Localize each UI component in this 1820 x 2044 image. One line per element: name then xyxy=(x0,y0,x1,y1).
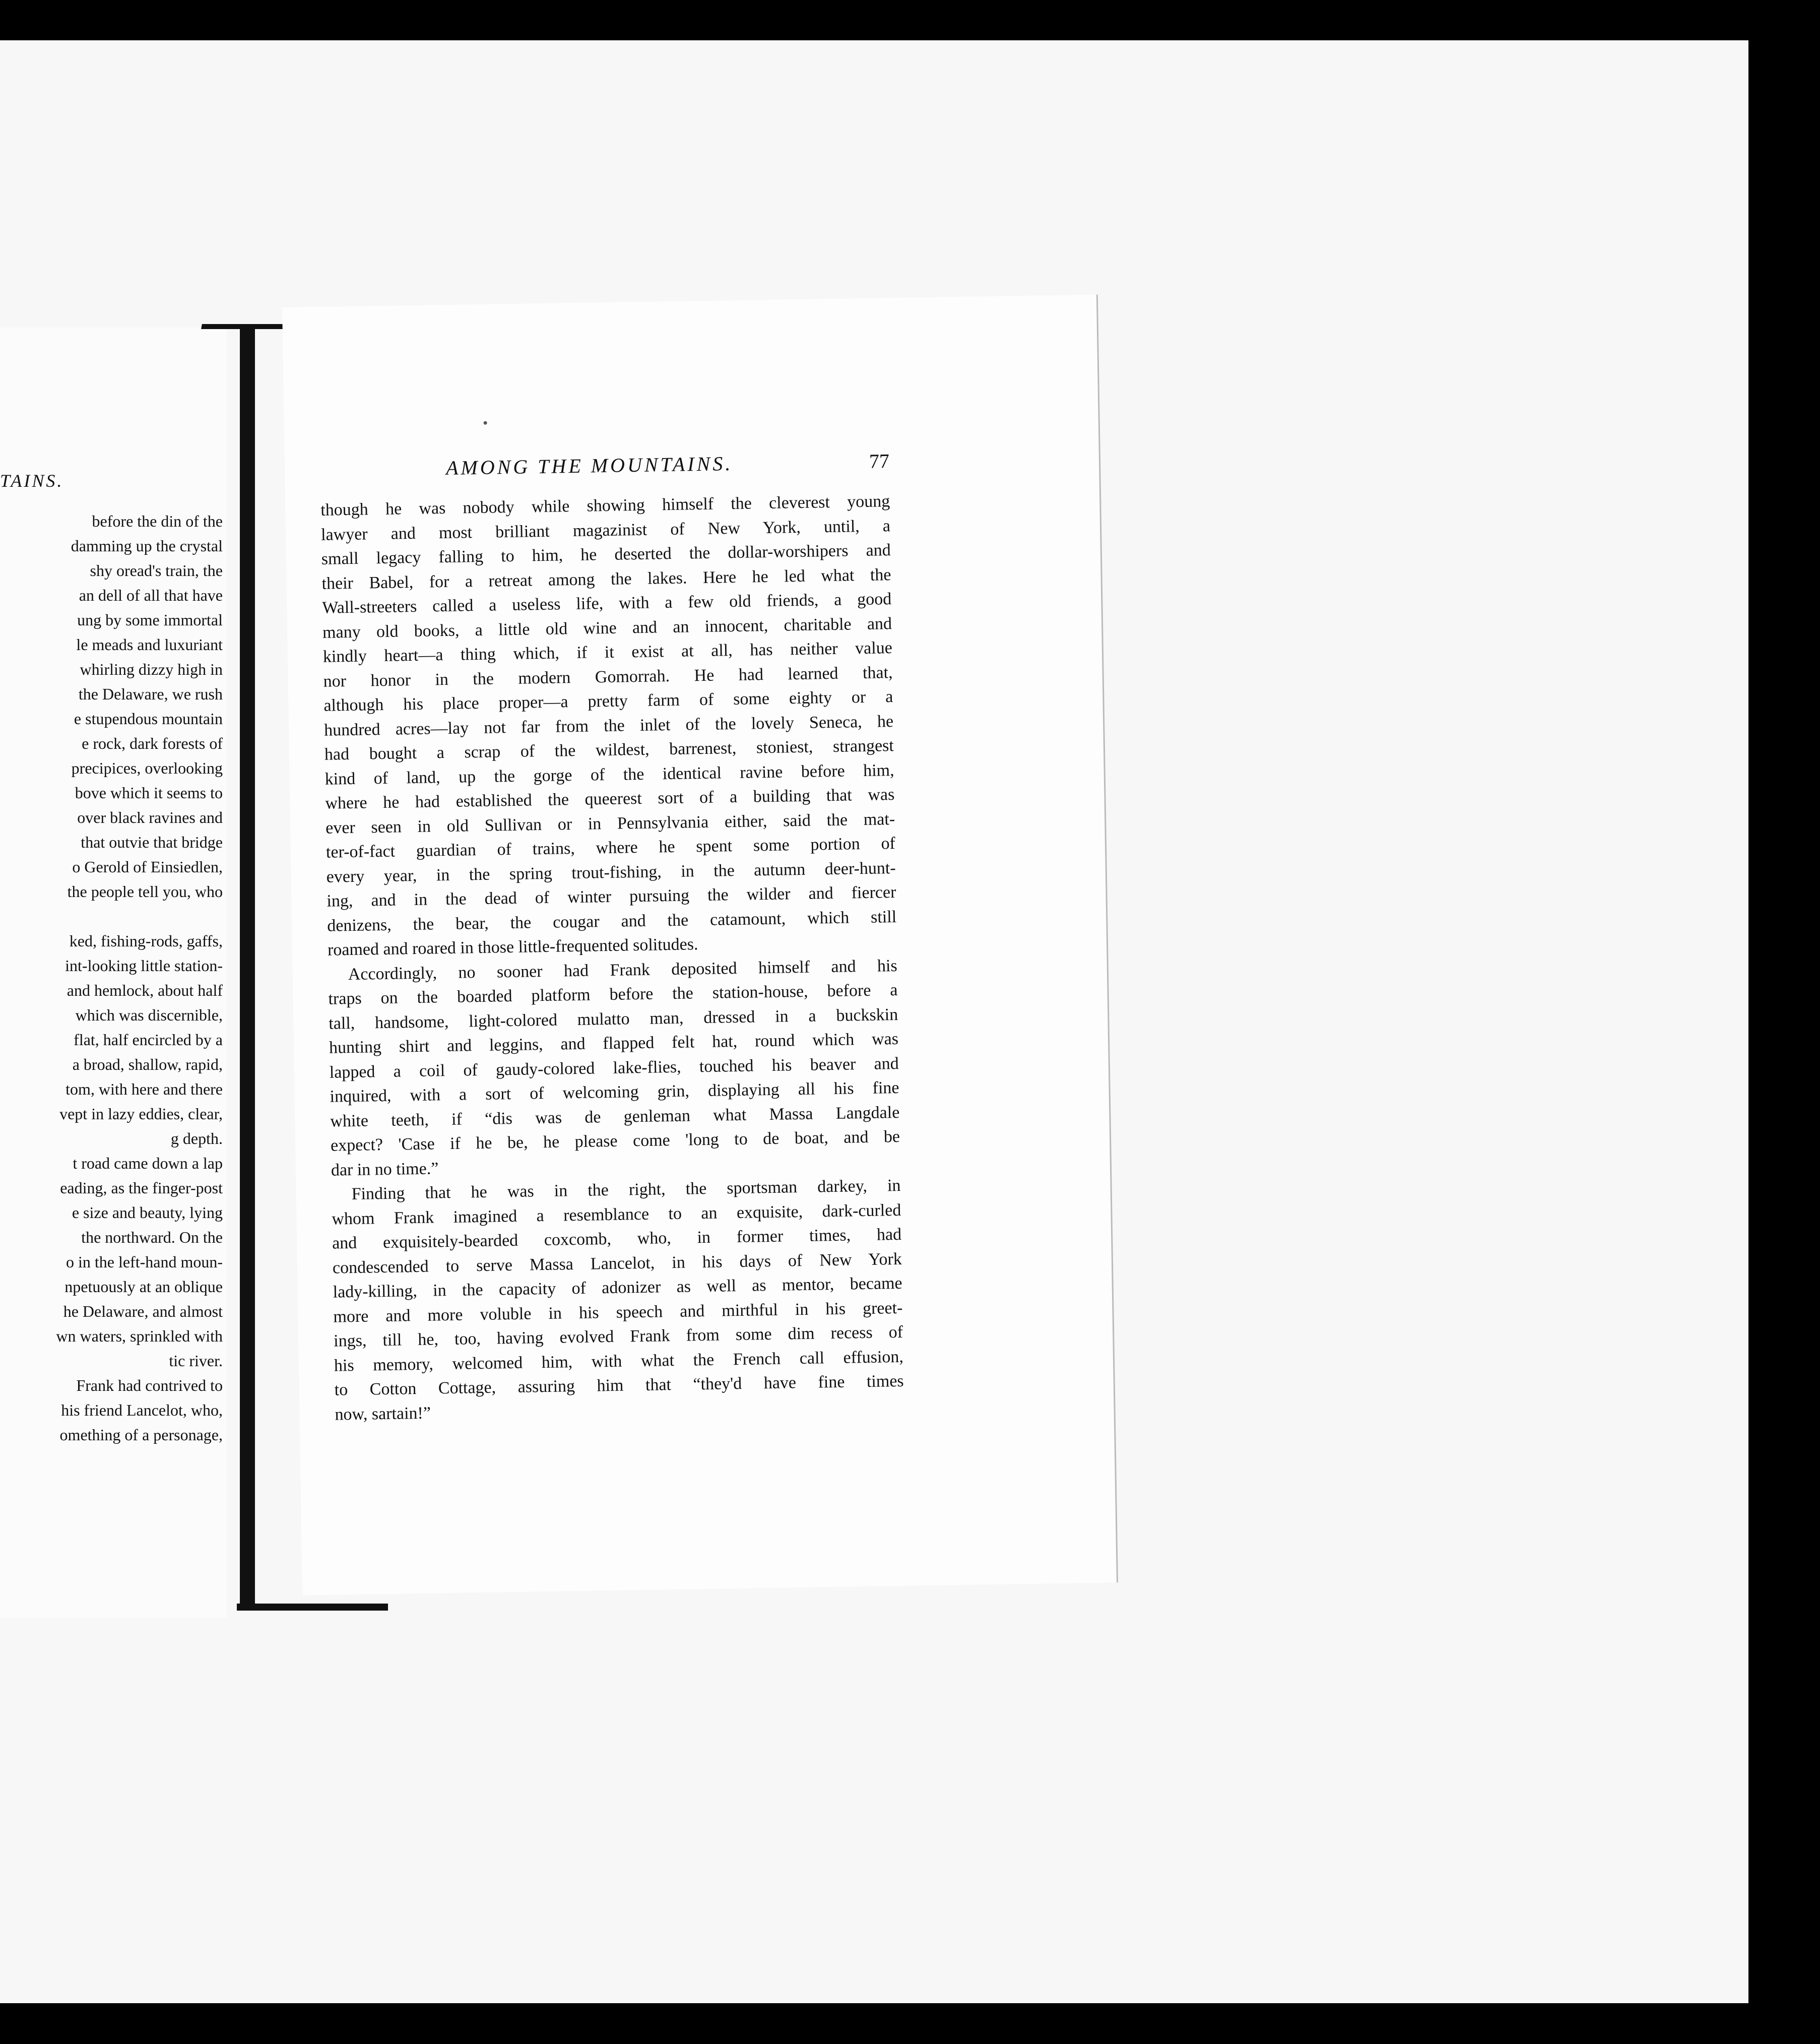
frame-edge-top xyxy=(0,0,1820,40)
left-text-line: that outvie that bridge xyxy=(81,833,223,851)
text-line: Finding that he was in the right, the sportsman darkey, in xyxy=(351,1176,901,1204)
left-text-line: vept in lazy eddies, clear, xyxy=(59,1105,223,1123)
text-line: expect? 'Case if he be, he please come 'long to de boat, and be xyxy=(330,1127,900,1155)
left-text-line: tom, with here and there xyxy=(66,1080,223,1098)
left-text-line: e rock, dark forests of xyxy=(82,734,223,752)
left-text-line: g depth. xyxy=(170,1129,223,1147)
right-page xyxy=(282,295,1118,1595)
left-text-line: his friend Lancelot, who, xyxy=(61,1401,223,1419)
left-text-line: flat, half encircled by a xyxy=(74,1031,223,1049)
frame-edge-right xyxy=(1748,0,1820,2044)
left-text-line: shy oread's train, the xyxy=(90,561,223,580)
text-line: kind of land, up the gorge of the identical ravine before him, xyxy=(324,760,894,789)
text-line: ing, and in the dead of winter pursuing the wilder and fiercer xyxy=(327,883,896,911)
print-speck xyxy=(484,421,487,425)
left-text-line: bove which it seems to xyxy=(75,784,223,802)
left-text-line: Frank had contrived to xyxy=(76,1376,223,1394)
left-text-line: omething of a personage, xyxy=(59,1426,223,1444)
text-line: every year, in the spring trout-fishing, in the autumn deer-hunt- xyxy=(326,858,896,886)
text-line: condescended to serve Massa Lancelot, in his days of New York xyxy=(332,1249,902,1278)
left-text-line: e size and beauty, lying xyxy=(72,1203,223,1222)
text-line: ings, till he, too, having evolved Frank from some dim recess of xyxy=(333,1322,903,1351)
text-line: denizens, the bear, the cougar and the catamount, which still xyxy=(327,907,897,935)
left-text-line: ked, fishing-rods, gaffs, xyxy=(69,932,223,950)
left-running-head: TAINS. xyxy=(0,471,64,491)
left-text-line: the people tell you, who xyxy=(67,882,223,901)
text-line: though he was nobody while showing himself the cleverest young xyxy=(320,492,890,520)
text-line: and exquisitely-bearded coxcomb, who, in former times, had xyxy=(332,1225,902,1253)
text-line: white teeth, if “dis was de genleman what Massa Langdale xyxy=(330,1103,900,1131)
left-text-line: whirling dizzy high in xyxy=(80,660,223,678)
text-line: nor honor in the modern Gomorrah. He had learned that, xyxy=(323,663,893,691)
left-text-line: the northward. On the xyxy=(81,1228,223,1246)
text-line: hunting shirt and leggins, and flapped felt hat, round which was xyxy=(329,1029,899,1057)
text-line: small legacy falling to him, he deserted the dollar-worshipers and xyxy=(321,541,891,568)
text-line: tall, handsome, light-colored mulatto man, dressed in a buckskin xyxy=(329,1005,898,1033)
text-line: dar in no time.” xyxy=(331,1159,439,1180)
text-line: lapped a coil of gaudy-colored lake-flies, touched his beaver and xyxy=(329,1054,899,1082)
text-line: Wall-streeters called a useless life, with a few old friends, a good xyxy=(322,590,892,617)
left-text-line: o Gerold of Einsiedlen, xyxy=(72,858,223,876)
left-text-line: a broad, shallow, rapid, xyxy=(72,1055,223,1073)
left-text-line: ung by some immortal xyxy=(77,611,223,629)
text-line: inquired, with a sort of welcoming grin, displaying all his fine xyxy=(330,1078,899,1106)
left-text-line: the Delaware, we rush xyxy=(78,685,223,703)
text-line: where he had established the queerest sort of a building that was xyxy=(325,785,895,813)
page-body-text xyxy=(320,489,904,1427)
left-text-line: before the din of the xyxy=(92,512,223,530)
left-text-line: npetuously at an oblique xyxy=(64,1278,223,1296)
text-line: more and more voluble in his speech and mirthful in his greet- xyxy=(333,1298,903,1326)
text-line: to Cotton Cottage, assuring him that “they'd have fine times xyxy=(334,1371,904,1399)
text-line: now, sartain!” xyxy=(335,1403,431,1424)
left-text-line: an dell of all that have xyxy=(79,586,223,604)
left-text-line: eading, as the finger-post xyxy=(60,1179,223,1197)
page-number: 77 xyxy=(869,450,890,473)
book-spine xyxy=(240,328,255,1608)
left-text-line: tic river. xyxy=(169,1352,223,1370)
left-text-line: damming up the crystal xyxy=(71,537,223,555)
text-line: ter-of-fact guardian of trains, where he spent some portion of xyxy=(326,834,896,862)
text-line: his memory, welcomed him, with what the French call effusion, xyxy=(334,1347,904,1375)
left-text-line: and hemlock, about half xyxy=(67,981,223,999)
running-head: AMONG THE MOUNTAINS. xyxy=(445,452,733,479)
left-text-line: over black ravines and xyxy=(77,808,223,826)
text-line: kindly heart—a thing which, if it exist at all, has neither value xyxy=(322,638,893,666)
spine-bottom-edge xyxy=(237,1604,388,1611)
left-text-line: le meads and luxuriant xyxy=(76,635,223,654)
left-text-line: he Delaware, and almost xyxy=(63,1302,223,1320)
text-line: many old books, a little old wine and an innocent, charitable and xyxy=(322,614,892,642)
left-text-line: wn waters, sprinkled with xyxy=(56,1327,223,1345)
text-line: had bought a scrap of the wildest, barrenest, stoniest, strangest xyxy=(324,736,894,764)
text-line: whom Frank imagined a resemblance to an exquisite, dark-curled xyxy=(332,1200,901,1229)
text-line: traps on the boarded platform before the station-house, before a xyxy=(328,980,898,1008)
left-page xyxy=(0,328,227,1618)
frame-edge-bottom xyxy=(0,2003,1820,2044)
text-line: lady-killing, in the capacity of adonizer as well as mentor, became xyxy=(333,1273,902,1302)
left-text-line: precipices, overlooking xyxy=(71,759,223,777)
left-text-line: t road came down a lap xyxy=(73,1154,223,1172)
text-line: lawyer and most brilliant magazinist of New York, until, a xyxy=(320,516,891,544)
text-line: roamed and roared in those little-frequented solitudes. xyxy=(327,935,698,960)
text-line: Accordingly, no sooner had Frank deposited himself and his xyxy=(348,956,897,984)
left-text-line: o in the left-hand moun- xyxy=(66,1253,223,1271)
left-page-text xyxy=(1,509,223,1447)
left-text-line: int-looking little station- xyxy=(65,956,223,975)
text-line: hundred acres—lay not far from the inlet of the lovely Seneca, he xyxy=(323,712,894,740)
text-line: their Babel, for a retreat among the lakes. Here he led what the xyxy=(321,565,891,593)
text-line: although his place proper—a pretty farm of some eighty or a xyxy=(323,687,893,715)
left-text-line xyxy=(1,904,223,929)
left-text-line: e stupendous mountain xyxy=(74,710,223,728)
left-text-line: which was discernible, xyxy=(75,1006,223,1024)
text-line: ever seen in old Sullivan or in Pennsylvania either, said the mat- xyxy=(325,809,895,838)
